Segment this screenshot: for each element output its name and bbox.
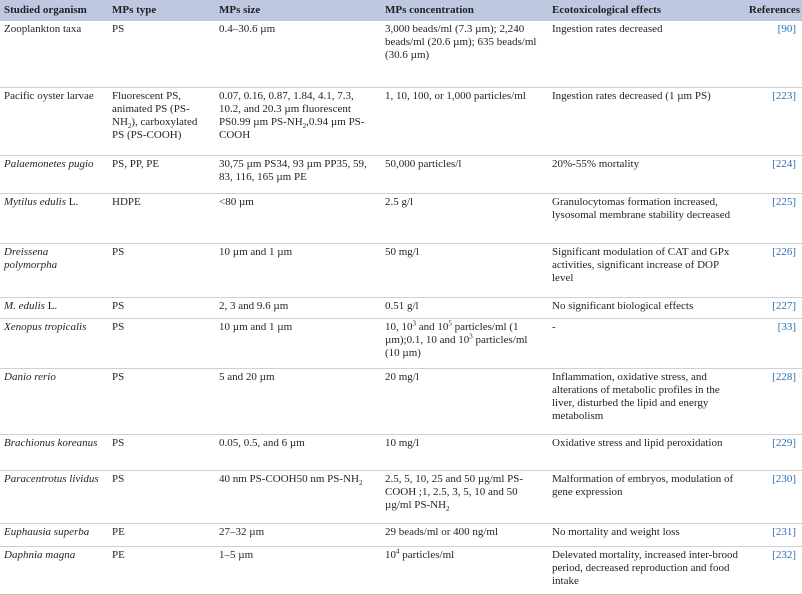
cell-organism: Pacific oyster larvae [0,87,108,155]
cell-mps-size: 1–5 µm [215,546,381,594]
cell-mps-concentration: 20 mg/l [381,368,548,434]
cell-effects: No mortality and weight loss [548,523,743,546]
cell-mps-concentration: 10 mg/l [381,434,548,470]
table-row [0,470,802,523]
cell-organism: Danio rerio [0,368,108,434]
cell-organism: Daphnia magna [0,546,108,594]
cell-effects: Delevated mortality, increased inter-brood period, decreased reproduction and food intake [548,546,743,594]
cell-mps-type: PS [108,434,215,470]
header-mps-size: MPs size [215,0,381,21]
cell-mps-size: 5 and 20 µm [215,368,381,434]
cell-organism: Euphausia superba [0,523,108,546]
cell-mps-concentration: 29 beads/ml or 400 ng/ml [381,523,548,546]
reference-link[interactable]: [223] [743,87,802,155]
cell-mps-size: <80 µm [215,193,381,243]
table-row [0,21,802,87]
cell-mps-concentration: 2.5, 5, 10, 25 and 50 µg/ml PS-COOH ;1, 2.5, 3, 5, 10 and 50 µg/ml $PS-NH_2$ [381,470,548,523]
cell-effects: Inflammation, oxidative stress, and alterations of metabolic profiles in the liver, disturbed the lipid and energy metabolism [548,368,743,434]
cell-organism: Mytilus edulis L. [0,193,108,243]
cell-mps-type: HDPE [108,193,215,243]
table-header-row [0,0,802,21]
cell-mps-size: 40 nm PS-COOH50 nm $PS-NH_2$ [215,470,381,523]
cell-mps-size: 10 µm and 1 µm [215,243,381,297]
cell-mps-size: 0.4–30.6 µm [215,21,381,87]
cell-mps-type: PS [108,297,215,318]
cell-organism: M. edulis L. [0,297,108,318]
cell-mps-type: PS [108,470,215,523]
cell-mps-size: 2, 3 and 9.6 µm [215,297,381,318]
cell-mps-concentration: 3,000 beads/ml (7.3 µm); 2,240 beads/ml (20.6 µm); 635 beads/ml (30.6 µm) [381,21,548,87]
cell-effects: Significant modulation of CAT and GPx activities, significant increase of DOP level [548,243,743,297]
table-row [0,243,802,297]
cell-effects: Granulocytomas formation increased, lysosomal membrane stability decreased [548,193,743,243]
table-row [0,368,802,434]
cell-effects: Ingestion rates decreased (1 µm PS) [548,87,743,155]
cell-mps-concentration: 50,000 particles/l [381,155,548,193]
cell-mps-type: PS [108,318,215,368]
reference-link[interactable]: [226] [743,243,802,297]
cell-effects: No significant biological effects [548,297,743,318]
header-mps-concentration: MPs concentration [381,0,548,21]
reference-link[interactable]: [33] [743,318,802,368]
cell-mps-concentration: 1, 10, 100, or 1,000 particles/ml [381,87,548,155]
cell-mps-concentration: 50 mg/l [381,243,548,297]
cell-mps-type: PE [108,523,215,546]
cell-effects: Malformation of embryos, modulation of gene expression [548,470,743,523]
cell-organism: Brachionus koreanus [0,434,108,470]
cell-mps-concentration: $10^4$ particles/ml [381,546,548,594]
header-references: References [743,0,802,21]
reference-link[interactable]: [227] [743,297,802,318]
cell-mps-type: PS, PP, PE [108,155,215,193]
cell-organism: Paracentrotus lividus [0,470,108,523]
cell-mps-concentration: 2.5 g/l [381,193,548,243]
cell-mps-type: PE [108,546,215,594]
table-row [0,193,802,243]
cell-mps-size: 10 µm and 1 µm [215,318,381,368]
reference-link[interactable]: [231] [743,523,802,546]
cell-effects: 20%-55% mortality [548,155,743,193]
cell-effects: - [548,318,743,368]
cell-organism: Zooplankton taxa [0,21,108,87]
reference-link[interactable]: [230] [743,470,802,523]
table-row [0,155,802,193]
header-ecotox-effects: Ecotoxicological effects [548,0,743,21]
cell-effects: Ingestion rates decreased [548,21,743,87]
table-row [0,546,802,594]
header-mps-type: MPs type [108,0,215,21]
cell-mps-concentration: 10, $10^3$ and $10^5$ particles/ml (1 µm);0.1, 10 and $10^3$ particles/ml (10 µm) [381,318,548,368]
cell-mps-size: 27–32 µm [215,523,381,546]
cell-mps-size: 30,75 µm PS34, 93 µm PP35, 59, 83, 116, 165 µm PE [215,155,381,193]
reference-link[interactable]: [90] [743,21,802,87]
cell-effects: Oxidative stress and lipid peroxidation [548,434,743,470]
cell-mps-type: PS [108,21,215,87]
cell-organism: Xenopus tropicalis [0,318,108,368]
reference-link[interactable]: [225] [743,193,802,243]
cell-mps-type: PS [108,243,215,297]
table-row [0,87,802,155]
table-row [0,523,802,546]
cell-organism: Dreissena polymorpha [0,243,108,297]
reference-link[interactable]: [228] [743,368,802,434]
header-organism: Studied organism [0,0,108,21]
reference-link[interactable]: [224] [743,155,802,193]
cell-mps-size: 0.07, 0.16, 0.87, 1.84, 4.1, 7.3, 10.2, and 20.3 µm fluorescent PS0.99 µm $PS-NH_2,0.94$ µm PS-COOH [215,87,381,155]
table-row [0,434,802,470]
reference-link[interactable]: [232] [743,546,802,594]
cell-mps-concentration: 0.51 g/l [381,297,548,318]
table-row [0,318,802,368]
cell-mps-size: 0.05, 0.5, and 6 µm [215,434,381,470]
cell-organism: Palaemonetes pugio [0,155,108,193]
cell-mps-type: Fluorescent PS, animated PS $(PS-NH_2)$, carboxylated PS (PS-COOH) [108,87,215,155]
table-row [0,297,802,318]
cell-mps-type: PS [108,368,215,434]
reference-link[interactable]: [229] [743,434,802,470]
